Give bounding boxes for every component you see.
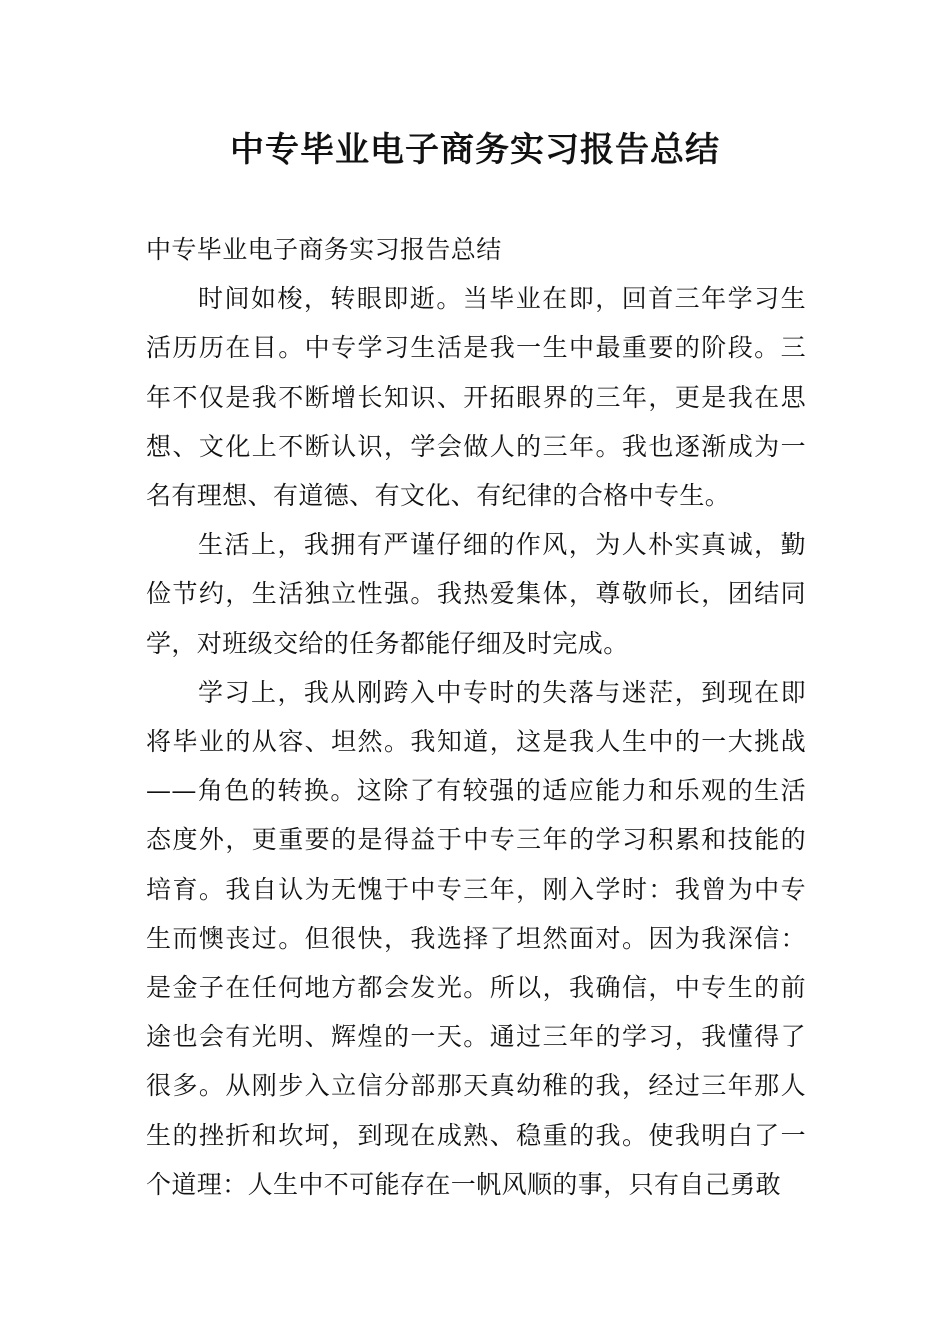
paragraph-life: 生活上，我拥有严谨仔细的作风，为人朴实真诚，勤俭节约，生活独立性强。我热爱集体，尊敬师长，团结同学，对班级交给的任务都能仔细及时完成。: [146, 530, 806, 658]
document-body: [146, 225, 806, 1209]
document-subtitle: 中专毕业电子商务实习报告总结: [146, 235, 502, 264]
paragraph-study: 学习上，我从刚跨入中专时的失落与迷茫，到现在即将毕业的从容、坦然。我知道，这是我人生中的一大挑战——角色的转换。这除了有较强的适应能力和乐观的生活态度外，更重要的是得益于中专三年的学习积累和技能的培育。我自认为无愧于中专三年，刚入学时：我曾为中专生而懊丧过。但很快，我选择了坦然面对。因为我深信：是金子在任何地方都会发光。所以，我确信，中专生的前途也会有光明、辉煌的一天。通过三年的学习，我懂得了很多。从刚步入立信分部那天真幼稚的我，经过三年那人生的挫折和坎坷，到现在成熟、稳重的我。使我明白了一个道理：人生中不可能存在一帆风顺的事，只有自己勇敢: [146, 677, 806, 1199]
paragraph-intro: 时间如梭，转眼即逝。当毕业在即，回首三年学习生活历历在目。中专学习生活是我一生中最重要的阶段。三年不仅是我不断增长知识、开拓眼界的三年，更是我在思想、文化上不断认识，学会做人的三年。我也逐渐成为一名有理想、有道德、有文化、有纪律的合格中专生。: [146, 284, 806, 511]
document-title: 中专毕业电子商务实习报告总结: [230, 130, 720, 170]
